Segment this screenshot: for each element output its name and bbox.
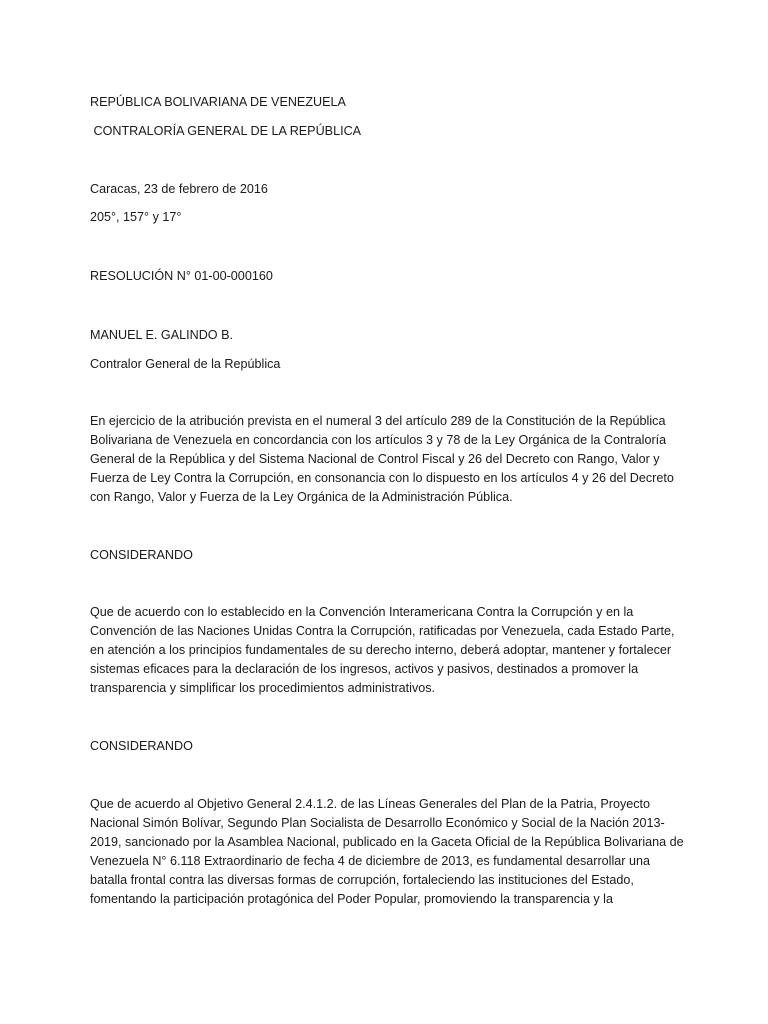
- paragraph-line: Convención de las Naciones Unidas Contra la Corrupción, ratificadas por Venezuela, cada Estado Parte,: [90, 624, 675, 638]
- paragraph-line: sistemas eficaces para la declaración de los ingresos, activos y pasivos, destinados a promover la: [90, 662, 639, 676]
- considerando-paragraph: [90, 603, 690, 698]
- paragraph-line: Fuerza de Ley Contra la Corrupción, en consonancia con lo dispuesto en los artículos 4 y 26 del Decreto: [90, 471, 674, 485]
- paragraph-line: Que de acuerdo al Objetivo General 2.4.1.2. de las Líneas Generales del Plan de la Patria, Proyecto: [90, 797, 651, 811]
- considerando-heading: CONSIDERANDO: [90, 548, 193, 562]
- paragraph-line: en atención a los principios fundamentales de su derecho interno, deberá adoptar, mantener y fortalecer: [90, 643, 672, 657]
- paragraph-line: Que de acuerdo con lo establecido en la Convención Interamericana Contra la Corrupción y en la: [90, 605, 634, 619]
- republic-heading: REPÚBLICA BOLIVARIANA DE VENEZUELA: [90, 95, 346, 109]
- preamble-paragraph: [90, 412, 690, 507]
- paragraph-line: batalla frontal contra las diversas formas de corrupción, fortaleciendo las instituciones del Estado,: [90, 873, 634, 887]
- paragraph-line: Nacional Simón Bolívar, Segundo Plan Socialista de Desarrollo Económico y Social de la Nación 2013-: [90, 816, 665, 830]
- place-date: Caracas, 23 de febrero de 2016: [90, 182, 268, 196]
- signatory-title: Contralor General de la República: [90, 357, 281, 371]
- signatory-name: MANUEL E. GALINDO B.: [90, 328, 233, 342]
- office-heading: CONTRALORÍA GENERAL DE LA REPÚBLICA: [90, 124, 362, 138]
- considerando-heading: CONSIDERANDO: [90, 739, 193, 753]
- resolution-number: RESOLUCIÓN N° 01-00-000160: [90, 269, 273, 283]
- paragraph-line: transparencia y simplificar los procedimientos administrativos.: [90, 681, 436, 695]
- paragraph-line: con Rango, Valor y Fuerza de la Ley Orgánica de la Administración Pública.: [90, 490, 513, 504]
- paragraph-line: En ejercicio de la atribución prevista en el numeral 3 del artículo 289 de la Constitución de la República: [90, 414, 666, 428]
- paragraph-line: Bolivariana de Venezuela en concordancia con los artículos 3 y 78 de la Ley Orgánica de la Contraloría: [90, 433, 667, 447]
- paragraph-line: Venezuela N° 6.118 Extraordinario de fecha 4 de diciembre de 2013, es fundamental desarrollar una: [90, 854, 650, 868]
- years-line: 205°, 157° y 17°: [90, 210, 182, 224]
- paragraph-line: 2019, sancionado por la Asamblea Nacional, publicado en la Gaceta Oficial de la República Bolivariana de: [90, 835, 684, 849]
- paragraph-line: General de la República y del Sistema Nacional de Control Fiscal y 26 del Decreto con Rango, Valor y: [90, 452, 660, 466]
- considerando-paragraph: [90, 795, 690, 909]
- paragraph-line: fomentando la participación protagónica del Poder Popular, promoviendo la transparencia y la: [90, 892, 613, 906]
